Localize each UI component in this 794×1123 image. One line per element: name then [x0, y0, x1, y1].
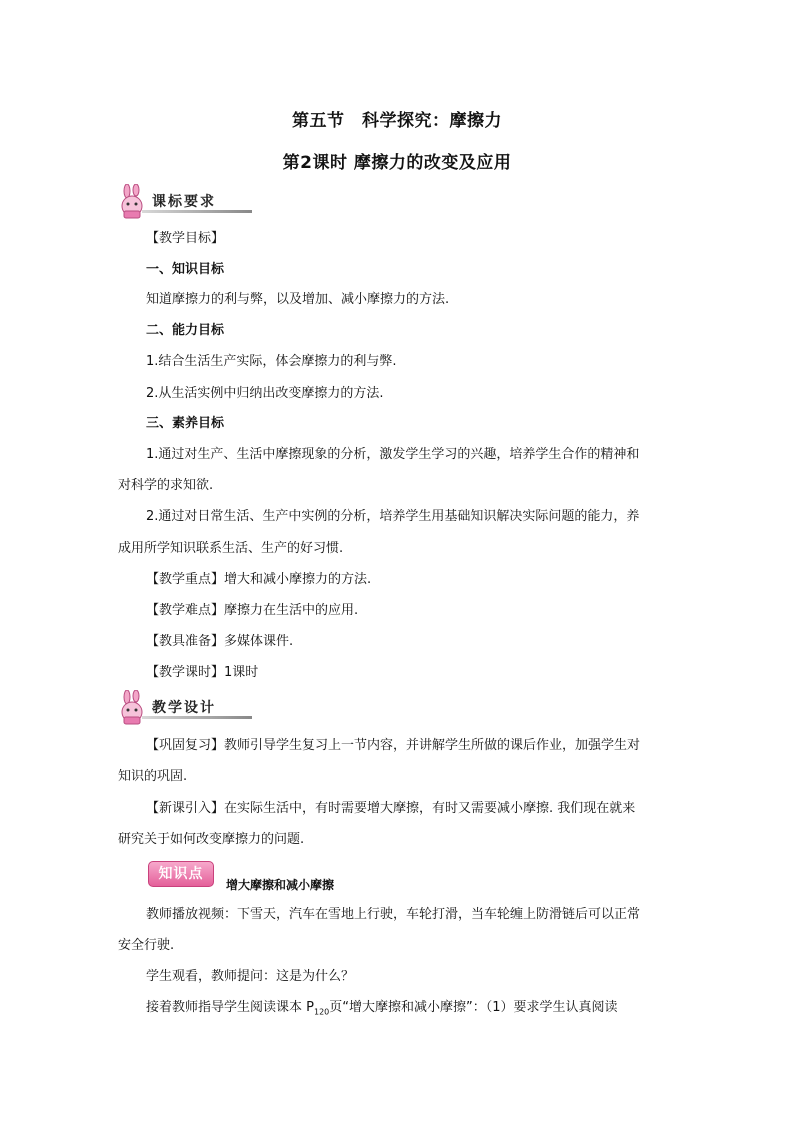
page-title: 第五节 科学探究：摩擦力	[292, 111, 502, 131]
bunny-icon	[116, 184, 150, 220]
knowledge-point-badge	[148, 861, 214, 887]
text-line: 一、知识目标	[146, 262, 225, 277]
text-segment: 接着教师指导学生阅读课本 P	[146, 1000, 314, 1015]
page-number-subscript: 120	[313, 1007, 330, 1017]
page-subtitle: 第2课时 摩擦力的改变及应用	[282, 153, 512, 173]
text-line: 二、能力目标	[146, 323, 225, 338]
banner-label: 教学设计	[152, 700, 216, 716]
text-line: 研究关于如何改变摩擦力的问题.	[118, 832, 305, 847]
banner-label: 课标要求	[152, 194, 216, 210]
text-line: 2.通过对日常生活、生产中实例的分析，培养学生用基础知识解决实际问题的能力，养	[146, 509, 640, 524]
text-line: 【巩固复习】教师引导学生复习上一节内容，并讲解学生所做的课后作业，加强学生对	[146, 738, 641, 753]
text-line: 【教具准备】多媒体课件.	[146, 634, 294, 649]
text-line: 知识的巩固.	[118, 769, 188, 784]
bunny-icon	[116, 690, 150, 726]
text-line: 教师播放视频：下雪天，汽车在雪地上行驶，车轮打滑，当车轮缠上防滑链后可以正常	[146, 907, 641, 922]
knowledge-point-badge-label: 知识点	[158, 866, 204, 882]
text-line: 【教学课时】1课时	[146, 665, 259, 680]
text-line: 成用所学知识联系生活、生产的好习惯.	[118, 541, 344, 556]
text-line: 2.从生活实例中归纳出改变摩擦力的方法.	[146, 386, 384, 401]
text-segment: 页“增大摩擦和减小摩擦”：（1）要求学生认真阅读	[329, 1000, 618, 1015]
text-line: 知道摩擦力的利与弊，以及增加、减小摩擦力的方法.	[146, 292, 450, 307]
knowledge-point-title: 增大摩擦和减小摩擦	[226, 878, 335, 892]
text-line-with-subscript	[146, 999, 706, 1022]
text-line: 1.通过对生产、生活中摩擦现象的分析，激发学生学习的兴趣，培养学生合作的精神和	[146, 447, 640, 462]
text-line: 学生观看，教师提问：这是为什么？	[146, 969, 355, 984]
text-line: 【新课引入】在实际生活中，有时需要增大摩擦，有时又需要减小摩擦. 我们现在就来	[146, 801, 636, 816]
section-banner-design	[116, 690, 240, 726]
text-line: 1.结合生活生产实际，体会摩擦力的利与弊.	[146, 354, 397, 369]
text-line: 安全行驶.	[118, 938, 175, 953]
text-line: 【教学重点】增大和减小摩擦力的方法.	[146, 572, 372, 587]
text-line: 对科学的求知欲.	[118, 478, 214, 493]
text-line: 【教学目标】	[146, 231, 225, 246]
text-line: 【教学难点】摩擦力在生活中的应用.	[146, 603, 359, 618]
text-line: 三、素养目标	[146, 416, 225, 431]
section-banner-requirements	[116, 184, 240, 220]
